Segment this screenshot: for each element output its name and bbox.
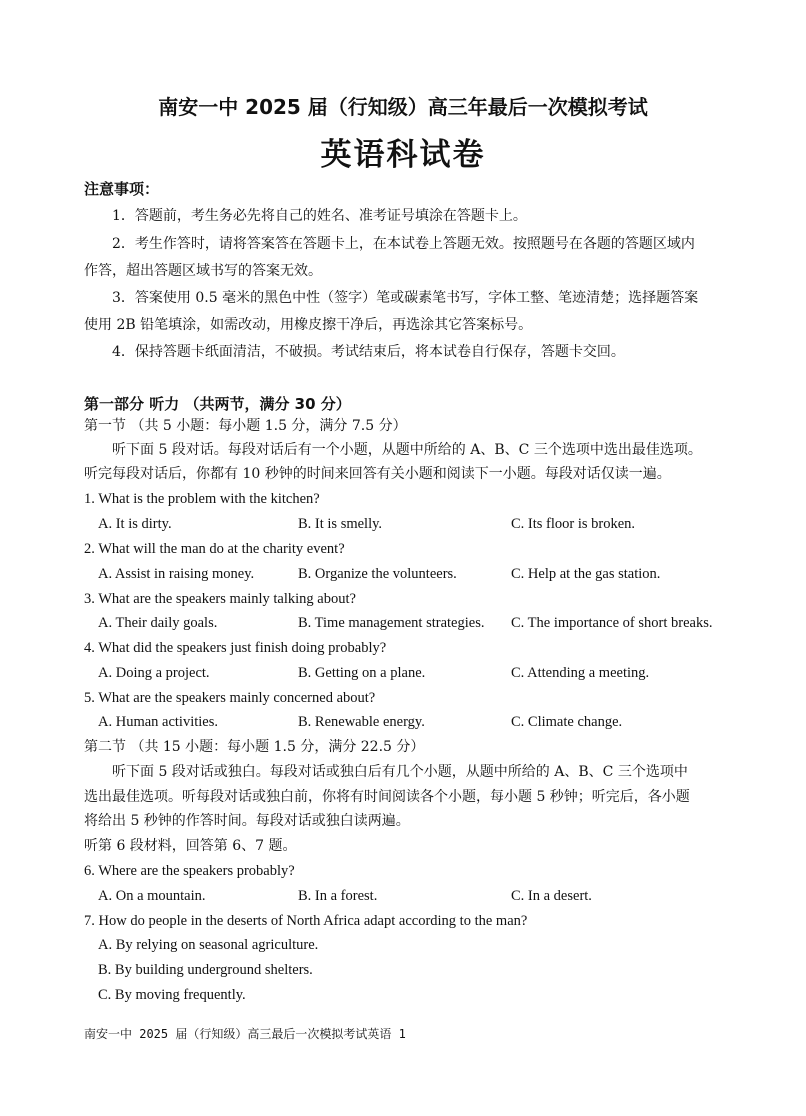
- notice-heading: 注意事项：: [84, 180, 160, 198]
- question-4-option-b: B. Getting on a plane.: [298, 665, 426, 681]
- question-6-stem: 6. Where are the speakers probably?: [84, 863, 295, 879]
- section2-instructions-2: 选出最佳选项。听每段对话或独白前，你将有时间阅读各个小题，每小题 5 秒钟；听完后，各小题: [84, 789, 690, 805]
- question-1-option-a: A. It is dirty.: [98, 516, 172, 532]
- section1-instructions-1: 听下面 5 段对话。每段对话后有一个小题，从题中所给的 A、B、C 三个选项中选出最佳选项。: [112, 442, 702, 458]
- notice-line-2-cont: 作答，超出答题区域书写的答案无效。: [84, 263, 322, 279]
- question-3-option-a: A. Their daily goals.: [98, 615, 218, 631]
- part1-heading: 第一部分 听力 （共两节，满分 30 分）: [84, 395, 351, 413]
- question-3-option-b: B. Time management strategies.: [298, 615, 485, 631]
- question-5-option-a: A. Human activities.: [98, 714, 219, 730]
- question-2-option-c: C. Help at the gas station.: [511, 566, 661, 582]
- question-3-stem: 3. What are the speakers mainly talking about?: [84, 591, 356, 607]
- question-4-stem: 4. What did the speakers just finish doing probably?: [84, 640, 387, 656]
- notice-line-2: 2．考生作答时，请将答案答在答题卡上，在本试卷上答题无效。按照题号在各题的答题区域内: [112, 236, 695, 252]
- question-5-option-c: C. Climate change.: [511, 714, 623, 730]
- exam-title: 南安一中 2025 届（行知级）高三年最后一次模拟考试: [158, 95, 648, 119]
- question-6-option-c: C. In a desert.: [511, 888, 592, 904]
- question-5-stem: 5. What are the speakers mainly concerned about?: [84, 690, 376, 706]
- section2-instructions-1: 听下面 5 段对话或独白。每段对话或独白后有几个小题，从题中所给的 A、B、C 三个选项中: [112, 764, 688, 780]
- material-note: 听第 6 段材料，回答第 6、7 题。: [84, 838, 297, 854]
- question-1-stem: 1. What is the problem with the kitchen?: [84, 491, 320, 507]
- notice-line-3-cont: 使用 2B 铅笔填涂，如需改动，用橡皮擦干净后，再选涂其它答案标号。: [84, 317, 533, 333]
- notice-line-3: 3．答案使用 0.5 毫米的黑色中性（签字）笔或碳素笔书写，字体工整、笔迹清楚；选择题答案: [112, 290, 699, 306]
- notice-line-4: 4．保持答题卡纸面清洁，不破损。考试结束后，将本试卷自行保存，答题卡交回。: [112, 344, 625, 360]
- question-4-option-c: C. Attending a meeting.: [511, 665, 650, 681]
- section2-instructions-3: 将给出 5 秒钟的作答时间。每段对话或独白读两遍。: [84, 813, 410, 829]
- question-2-option-a: A. Assist in raising money.: [98, 566, 255, 582]
- question-1-option-c: C. Its floor is broken.: [511, 516, 636, 532]
- question-7-stem: 7. How do people in the deserts of North Africa adapt according to the man?: [84, 913, 528, 929]
- exam-subject-title: 英语科试卷: [320, 137, 486, 173]
- question-2-option-b: B. Organize the volunteers.: [298, 566, 457, 582]
- question-4-option-a: A. Doing a project.: [98, 665, 210, 681]
- section2-heading: 第二节 （共 15 小题：每小题 1.5 分，满分 22.5 分）: [84, 739, 425, 755]
- question-2-stem: 2. What will the man do at the charity event?: [84, 541, 345, 557]
- notice-line-1: 1．答题前，考生务必先将自己的姓名、准考证号填涂在答题卡上。: [112, 208, 527, 224]
- section1-instructions-2: 听完每段对话后，你都有 10 秒钟的时间来回答有关小题和阅读下一小题。每段对话仅读一遍。: [84, 466, 671, 482]
- page-footer: 南安一中 2025 届（行知级）高三最后一次模拟考试英语 1: [84, 1027, 406, 1041]
- question-7-option-a: A. By relying on seasonal agriculture.: [98, 937, 319, 953]
- question-6-option-b: B. In a forest.: [298, 888, 378, 904]
- section1-heading: 第一节 （共 5 小题：每小题 1.5 分，满分 7.5 分）: [84, 418, 407, 434]
- question-1-option-b: B. It is smelly.: [298, 516, 383, 532]
- question-5-option-b: B. Renewable energy.: [298, 714, 425, 730]
- question-6-option-a: A. On a mountain.: [98, 888, 206, 904]
- question-3-option-c: C. The importance of short breaks.: [511, 615, 713, 631]
- question-7-option-c: C. By moving frequently.: [98, 987, 246, 1003]
- question-7-option-b: B. By building underground shelters.: [98, 962, 313, 978]
